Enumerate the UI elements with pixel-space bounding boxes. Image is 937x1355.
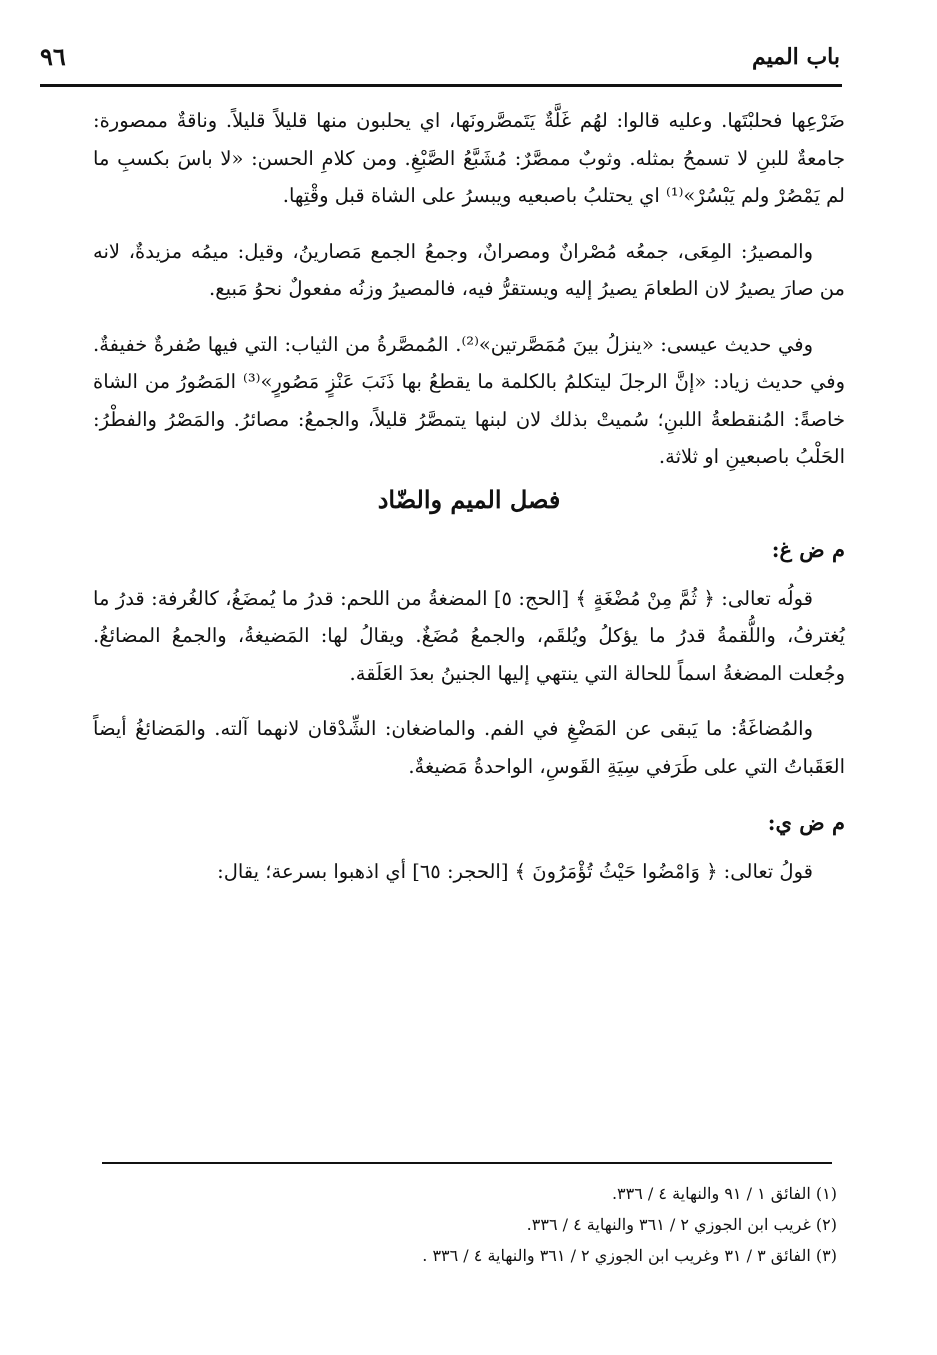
paragraph: والمُضاغَةُ: ما يَبقى عن المَضْغِ في الفم. والماضغان: الشِّدْقان لانهما آلته. والمَضائغُ أيضاً العَقَباتُ التي على طَرَفي سِيَةِ القَوسِ، الواحدةُ مَضيغةٌ. [93, 717, 845, 778]
paragraph: قولُه تعالى: ﴿ ثُمَّ مِنْ مُضْغَةٍ ﴾ [الحج: ٥] المضغةُ من اللحم: قدرُ ما يُمضَغُ، كالغُرفة: قدرُ ما يُغترفُ، واللُّقمةُ قدرُ ما يؤكلُ ويُلقَم، والجمعُ مُضَغٌ. ويقالُ لها: المَضيغةُ، والجمعُ المضائغُ. وجُعلت المضغةُ اسماً للحالة التي ينتهي إليها الجنينُ بعدَ العَلَقة. [93, 586, 845, 685]
root-heading: م ض غ: [771, 536, 845, 562]
footnote: (٣) الفائق ٣ / ٣١ وغريب ابن الجوزي ٢ / ٣٦١ والنهاية ٤ / ٣٣٦ . [422, 1246, 837, 1265]
page-number: ٩٦ [40, 42, 66, 71]
footnote-rule [102, 1162, 832, 1164]
section-heading: فصل الميم والضّاد [377, 484, 561, 514]
paragraph: وفي حديث عيسى: «ينزلُ بينَ مُمَصَّرتين»⁽²⁾. المُمصَّرةُ من الثياب: التي فيها صُفرةٌ خفيفةٌ. وفي حديث زياد: «إنَّ الرجلَ ليتكلمُ بالكلمة ما يقطعُ بها ذَنَبَ عَنْزٍ مَصُورٍ»⁽³⁾ المَصُورُ من الشاة خاصةً: المُنقطعةُ اللبنِ؛ سُميتْ بذلك لان لبنها يتمصَّرُ قليلاً، والجمعُ: مصائرُ. والمَصْرُ والفطْرُ: الحَلْبُ باصبعينِ او ثلاثة. [93, 332, 846, 468]
paragraph: ضَرْعِها فحلبْتَها. وعليه قالوا: لهُم غَلَّةٌ يَتَمصَّرونَها، اي يحلبون منها قليلاً قليلاً. وناقةٌ ممصورة: جامعةٌ للبنِ لا تسمحُ بمثله. وثوبٌ ممصَّرٌ: مُشَبَّعُ الصَّبْغِ. ومن كلامِ الحسن: «لا باسَ بكسبِ ما لم يَمْصُرْ ولم يَبْسُرْ»⁽¹⁾ اي يحتلبُ باصبعيه ويبسرُ على الشاة قبل وقْتِها. [93, 109, 845, 207]
footnotes [97, 1178, 837, 1271]
paragraph: والمصيرُ: المِعَى، جمعُه مُصْرانٌ ومصرانٌ، وجمعُ الجمع مَصارينُ، وقيل: ميمُه مزيدةٌ، لانه من صارَ يصيرُ لان الطعامَ يصيرُ إليه ويستقرُّ فيه، فالمصيرُ وزنُه مفعولٌ نحوُ مَبيع. [93, 239, 845, 300]
paragraph: قولُ تعالى: ﴿ وَامْضُوا حَيْثُ تُؤْمَرُونَ ﴾ [الحجر: ٦٥] أي اذهبوا بسرعة؛ يقال: [217, 860, 813, 883]
root-heading: م ض ي: [767, 810, 845, 835]
main-text [93, 102, 845, 891]
running-title: باب الميم [751, 44, 840, 70]
header-rule [40, 84, 842, 87]
footnote: (٢) غريب ابن الجوزي ٢ / ٣٦١ والنهاية ٤ / ٣٣٦. [526, 1215, 837, 1234]
footnote: (١) الفائق ١ / ٩١ والنهاية ٤ / ٣٣٦. [611, 1184, 837, 1203]
page-header [40, 38, 840, 82]
